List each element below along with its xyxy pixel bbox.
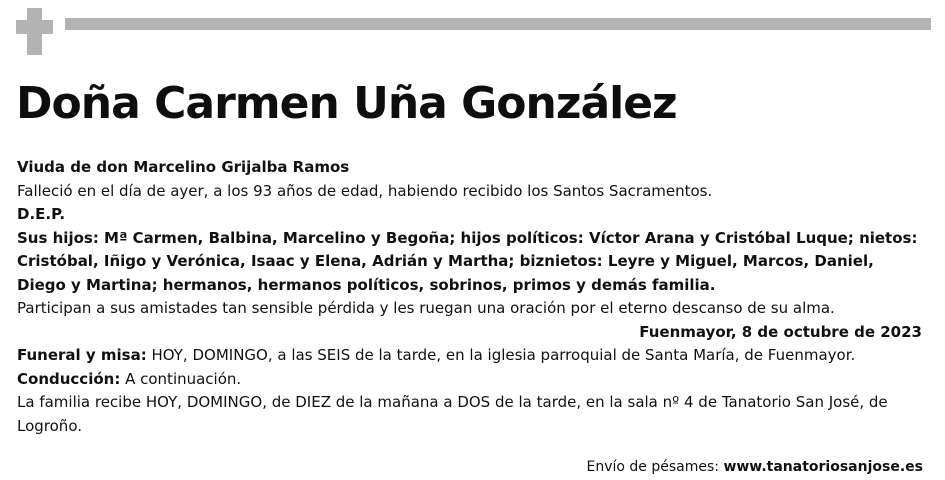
procession-label: Conducción:: [17, 369, 121, 388]
death-line: Falleció en el día de ayer, a los 93 años de edad, habiendo recibido los Santos Sacramentos.: [17, 181, 713, 200]
condolences-footer: [586, 456, 923, 478]
cross-horizontal-bar: [16, 20, 53, 34]
visitation-line: La familia recibe HOY, DOMINGO, de DIEZ de la mañana a DOS de la tarde, en la sala nº 4 de Tanatorio San José, de Logroño.: [17, 393, 888, 435]
deceased-name: Doña Carmen Uña González: [16, 78, 677, 129]
procession-text: A continuación.: [120, 369, 242, 388]
header-rule: [65, 18, 931, 30]
procession-line: [17, 368, 922, 392]
widow-line: Viuda de don Marcelino Grijalba Ramos: [17, 158, 350, 176]
funeral-text: HOY, DOMINGO, a las SEIS de la tarde, en la iglesia parroquial de Santa María, de Fuenmayor.: [146, 346, 856, 364]
funeral-label: Funeral y misa:: [17, 346, 147, 364]
obituary-body: [17, 156, 922, 438]
announcement-line: Participan a sus amistades tan sensible pérdida y les ruegan una oración por el eterno descanso de su alma.: [17, 299, 835, 317]
rip-line: D.E.P.: [17, 205, 66, 223]
place-date: Fuenmayor, 8 de octubre de 2023: [639, 322, 922, 341]
cross-icon: [16, 8, 53, 55]
condolences-link[interactable]: www.tanatoriosanjose.es: [723, 459, 923, 475]
condolences-label: Envío de pésames:: [586, 459, 724, 475]
family-paragraph: Sus hijos: Mª Carmen, Balbina, Marcelino y Begoña; hijos políticos: Víctor Arana y Cristóbal Luque; nietos: Cristóbal, Iñigo y Verónica, Isaac y Elena, Adrián y Martha; biznietos: Leyre y Miguel, Marcos, Daniel, Diego y Martina; hermanos, hermanos políticos, sobrinos, primos y demás familia.: [17, 228, 918, 294]
funeral-line: [17, 344, 922, 368]
